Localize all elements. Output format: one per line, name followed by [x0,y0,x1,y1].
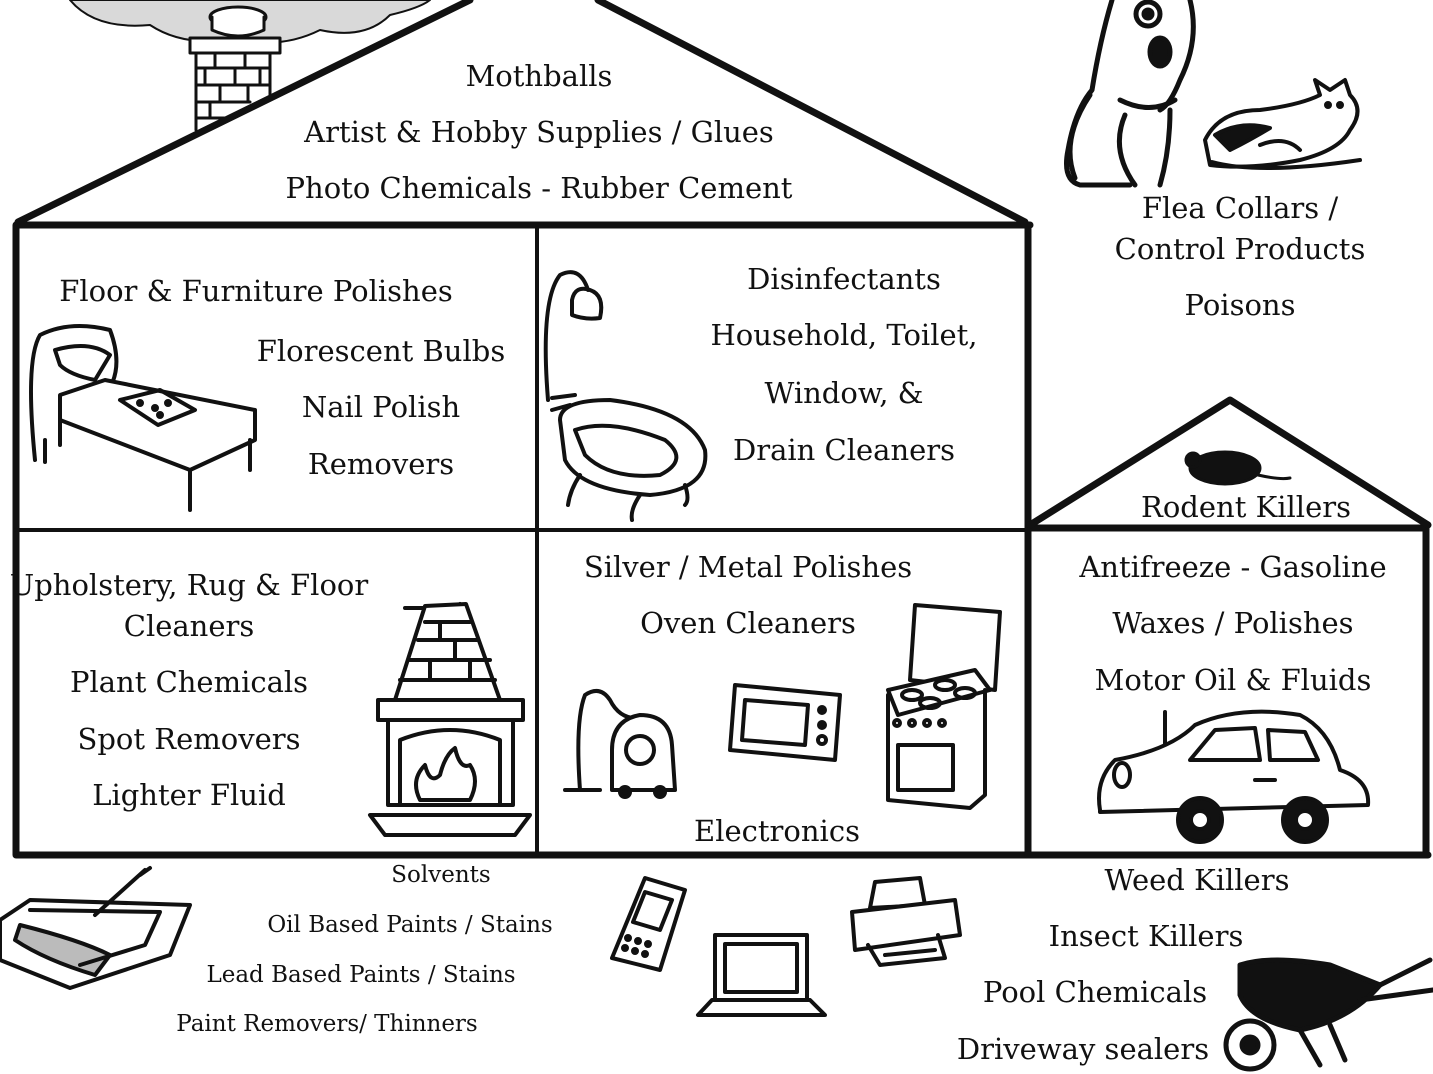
kitchen-electronics: Electronics [694,814,860,848]
garage-item-motor-oil: Motor Oil & Fluids [1094,663,1372,697]
yard-item-pool: Pool Chemicals [982,975,1208,1009]
living-item-spot-removers: Spot Removers [77,722,301,756]
dog-icon [1067,0,1194,185]
basement-item-lead-paints: Lead Based Paints / Stains [206,962,516,988]
laptop-icon [698,935,825,1015]
living-item-upholstery: Upholstery, Rug & Floor [9,568,369,602]
kitchen-item-silver: Silver / Metal Polishes [583,550,913,584]
wheelbarrow-icon [1226,960,1433,1069]
bathroom-item-disinfectants: Disinfectants [747,262,941,296]
attic-item-artist-supplies: Artist & Hobby Supplies / Glues [304,115,774,149]
vacuum-icon [565,691,675,797]
shed-label: Rodent Killers [1141,490,1351,524]
bedroom-item-nail-polish: Nail Polish [301,390,461,424]
car-icon [1099,712,1368,842]
microwave-icon [730,685,840,760]
yard-item-driveway: Driveway sealers [956,1032,1210,1066]
pets-item-flea: Flea Collars / [1141,191,1339,225]
bedroom-title: Floor & Furniture Polishes [59,274,453,308]
living-item-plant-chemicals: Plant Chemicals [69,665,309,699]
kitchen-item-oven: Oven Cleaners [640,606,856,640]
pets-item-poisons: Poisons [1184,288,1296,322]
pets-item-control: Control Products [1114,232,1366,266]
bathroom-item-window: Window, & [764,376,924,410]
bathtub-icon [546,272,706,520]
cat-icon [1205,80,1360,168]
basement-item-solvents: Solvents [391,862,491,888]
living-item-lighter-fluid: Lighter Fluid [92,778,286,812]
fireplace-icon [370,604,530,835]
garage-item-antifreeze: Antifreeze - Gasoline [1079,550,1387,584]
attic-item-photo-chemicals: Photo Chemicals - Rubber Cement [285,171,793,205]
bedroom-item-bulbs: Florescent Bulbs [256,334,506,368]
cellphone-icon [612,878,685,970]
printer-icon [852,878,960,965]
yard-item-weed: Weed Killers [1104,863,1290,897]
bedroom-item-removers: Removers [307,447,455,481]
basement-item-oil-paints: Oil Based Paints / Stains [267,912,553,938]
bathroom-item-household: Household, Toilet, [710,318,978,352]
stove-icon [888,605,1000,808]
garage-item-waxes: Waxes / Polishes [1112,606,1354,640]
basement-item-paint-removers: Paint Removers/ Thinners [176,1011,478,1037]
paint-tray-icon [0,868,190,988]
bed-icon [31,326,255,510]
attic-item-mothballs: Mothballs [465,59,613,93]
bathroom-item-drain: Drain Cleaners [732,433,956,467]
mouse-icon [1186,452,1290,484]
living-item-cleaners: Cleaners [123,609,255,643]
yard-item-insect: Insect Killers [1048,919,1244,953]
